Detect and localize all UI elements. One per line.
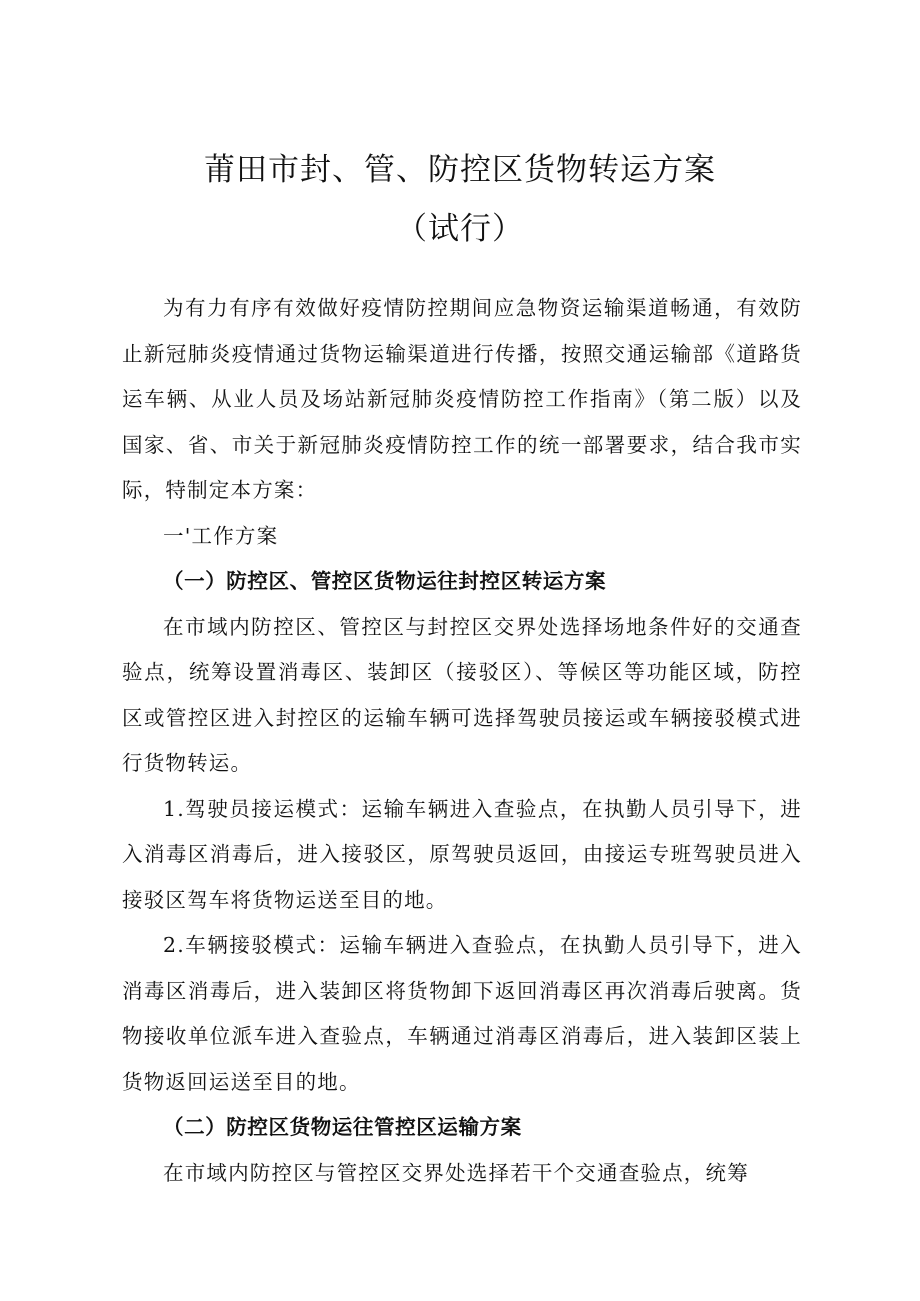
subsection-heading-2: （二）防控区货物运往管控区运输方案: [163, 1115, 522, 1139]
document-title: 莆田市封、管、防控区货物转运方案: [204, 152, 716, 188]
paragraph-transfer-setup: 在市域内防控区、管控区与封控区交界处选择场地条件好的交通查验点，统筹设置消毒区、装卸区（接驳区）、等候区等功能区域，防控区或管控区进入封控区的运输车辆可选择驾驶员接运或车辆接驳模式进行货物转运。: [122, 614, 802, 775]
document-subtitle: （试行）: [396, 211, 524, 247]
paragraph-control-zone-transport: 在市域内防控区与管控区交界处选择若干个交通查验点，统筹: [163, 1160, 749, 1185]
intro-paragraph: 为有力有序有效做好疫情防控期间应急物资运输渠道畅通，有效防止新冠肺炎疫情通过货物运输渠道进行传播，按照交通运输部《道路货运车辆、从业人员及场站新冠肺炎疫情防控工作指南》（第二版）以及国家、省、市关于新冠肺炎疫情防控工作的统一部署要求，结合我市实际，特制定本方案：: [122, 296, 802, 502]
document-body: [122, 286, 802, 1196]
section-heading-work-plan: 一'工作方案: [163, 523, 279, 548]
paragraph-vehicle-relay-mode: 2.车辆接驳模式：运输车辆进入查验点，在执勤人员引导下，进入消毒区消毒后，进入装卸区将货物卸下返回消毒区再次消毒后驶离。货物接收单位派车进入查验点，车辆通过消毒区消毒后，进入装卸区装上货物返回运送至目的地。: [122, 933, 802, 1094]
subsection-heading-1: （一）防控区、管控区货物运往封控区转运方案: [163, 569, 607, 593]
paragraph-driver-relay-mode: 1.驾驶员接运模式：运输车辆进入查验点，在执勤人员引导下，进入消毒区消毒后，进入接驳区，原驾驶员返回，由接运专班驾驶员进入接驳区驾车将货物运送至目的地。: [122, 796, 802, 912]
